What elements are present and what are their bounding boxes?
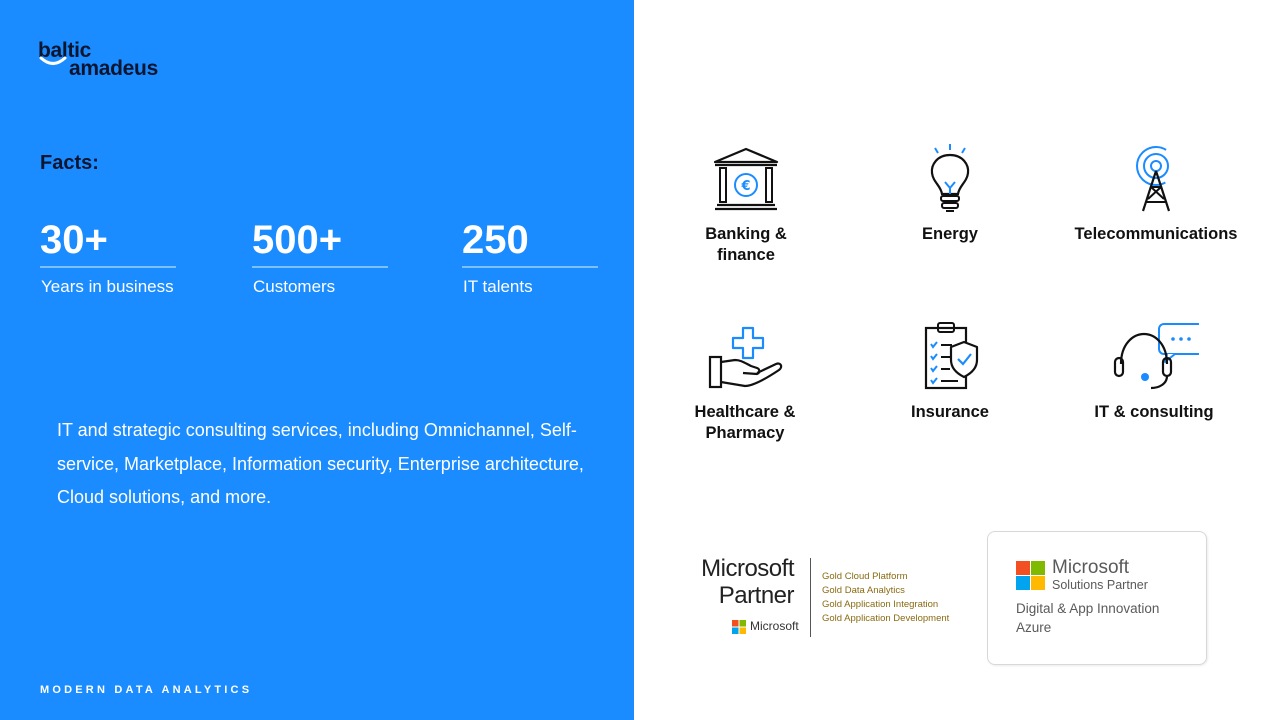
competency-item: Gold Application Development	[822, 613, 950, 624]
medical-hand-icon	[705, 324, 785, 394]
services-description: IT and strategic consulting services, including Omnichannel, Self-service, Marketplace, Information security, Enterprise architecture, Cloud solutions, and more.	[57, 420, 584, 507]
ms-partner-word2: Partner	[718, 582, 794, 609]
industry-label: Insurance	[911, 403, 989, 421]
industry-banking	[686, 146, 806, 276]
competency-item: Gold Cloud Platform	[822, 571, 908, 582]
brand-line1: baltic	[38, 39, 92, 62]
stat-value: 250	[462, 218, 529, 262]
industry-label: Healthcare & Pharmacy	[694, 403, 796, 442]
stat-value: 30+	[40, 218, 108, 262]
ms-small-text: Microsoft	[750, 619, 799, 633]
sp-designation: Digital & App Innovation	[1016, 601, 1160, 616]
facts-title: Facts:	[40, 152, 99, 174]
sp-title: Microsoft	[1052, 557, 1130, 578]
industry-label: Banking & finance	[705, 225, 787, 264]
stat-underline	[252, 266, 388, 268]
stat-underline	[40, 266, 176, 268]
industry-label: IT & consulting	[1094, 403, 1214, 421]
competency-item: Gold Data Analytics	[822, 585, 905, 596]
divider	[810, 558, 811, 637]
industry-insurance	[890, 320, 1010, 430]
microsoft-partner-badge	[700, 557, 960, 641]
competency-list	[822, 570, 949, 626]
brand-line2: amadeus	[69, 57, 158, 80]
lightbulb-icon	[925, 142, 975, 214]
microsoft-logo-icon	[1016, 561, 1045, 590]
svg-text:€: €	[741, 179, 751, 194]
stat-value: 500+	[252, 218, 343, 262]
industry-telecom	[1066, 144, 1246, 254]
brand-logo	[38, 38, 188, 80]
brand-smile-icon	[38, 56, 68, 70]
industry-energy	[890, 142, 1010, 252]
industry-it-consulting	[1094, 322, 1214, 452]
stat-talents	[462, 218, 600, 297]
industry-label: Telecommunications	[1074, 225, 1238, 243]
stat-underline	[462, 266, 598, 268]
solutions-partner-badge	[987, 531, 1207, 665]
industry-label: Energy	[922, 225, 978, 243]
clipboard-shield-icon	[920, 320, 980, 392]
footer-caption: MODERN DATA ANALYTICS	[40, 684, 253, 696]
stat-label: IT talents	[463, 277, 533, 296]
stat-label: Customers	[253, 277, 336, 296]
stat-customers	[252, 218, 390, 297]
info-panel	[0, 0, 634, 720]
headset-chat-icon	[1109, 322, 1199, 394]
stat-years	[40, 218, 178, 297]
sp-subtitle: Solutions Partner	[1052, 578, 1148, 592]
ms-partner-word1: Microsoft	[701, 555, 794, 582]
microsoft-logo-icon	[732, 620, 746, 634]
industry-healthcare	[680, 324, 810, 454]
bank-icon	[712, 146, 780, 212]
antenna-tower-icon	[1131, 144, 1181, 214]
stat-label: Years in business	[41, 277, 174, 296]
sp-platform: Azure	[1016, 620, 1052, 635]
competency-item: Gold Application Integration	[822, 599, 939, 610]
